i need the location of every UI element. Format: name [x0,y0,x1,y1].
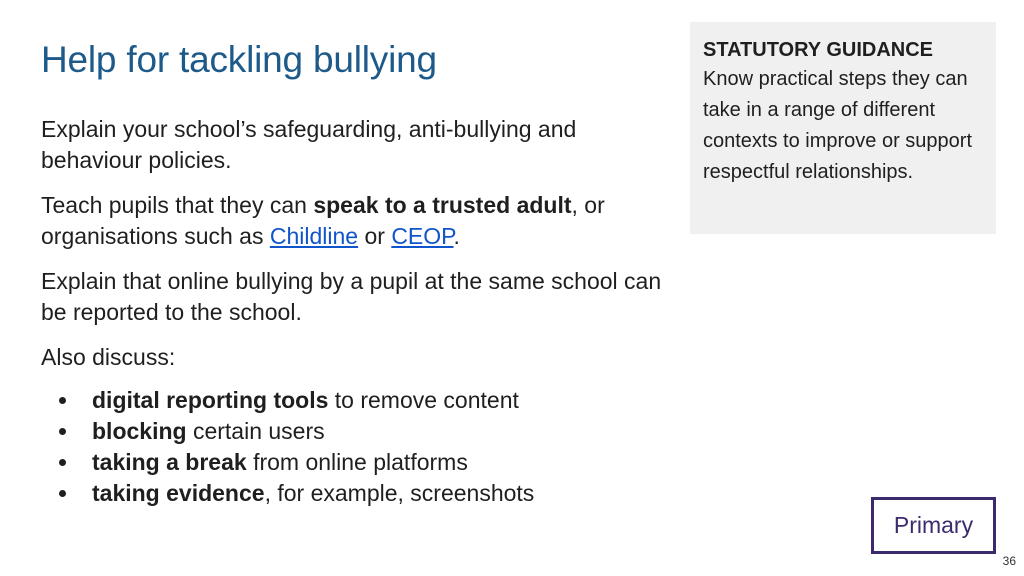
bold-trusted-adult: speak to a trusted adult [313,192,572,218]
primary-badge: Primary [871,497,996,554]
discussion-list [41,385,681,509]
list-item-bold: taking evidence [92,480,265,506]
list-item-text: from online platforms [246,449,468,475]
bullet-icon [59,459,66,466]
list-item-bold: taking a break [92,449,247,475]
paragraph-trusted-adult [41,190,681,252]
ceop-link[interactable]: CEOP [391,223,454,249]
bullet-icon [59,397,66,404]
page-title: Help for tackling bullying [41,39,437,80]
statutory-guidance-heading: STATUTORY GUIDANCE [703,39,934,61]
bullet-icon [59,428,66,435]
page-number: 36 [1002,554,1016,568]
list-item-bold: blocking [92,418,187,444]
list-item-text: , for example, screenshots [264,480,535,506]
list-item-text: to remove content [328,387,519,413]
list-item-bold: digital reporting tools [92,387,329,413]
statutory-guidance-box [690,22,996,234]
text-fragment: Teach pupils that they can [41,192,314,218]
list-item [41,385,681,416]
bullet-icon [59,490,66,497]
text-fragment: . [453,223,460,249]
main-content [41,114,681,509]
childline-link[interactable]: Childline [269,223,359,249]
paragraph-policies: Explain your school’s safeguarding, anti-bullying and behaviour policies. [41,116,577,173]
paragraph-also-discuss: Also discuss: [41,344,176,370]
list-item [41,478,681,509]
list-item [41,447,681,478]
paragraph-reporting: Explain that online bullying by a pupil at the same school can be reported to the school. [41,268,662,325]
list-item [41,416,681,447]
list-item-text: certain users [186,418,325,444]
text-fragment: , or organisations such as [41,192,605,249]
text-fragment: or [358,223,392,249]
statutory-guidance-text: Know practical steps they can take in a range of different contexts to improve or support respectful relationships. [703,68,973,183]
